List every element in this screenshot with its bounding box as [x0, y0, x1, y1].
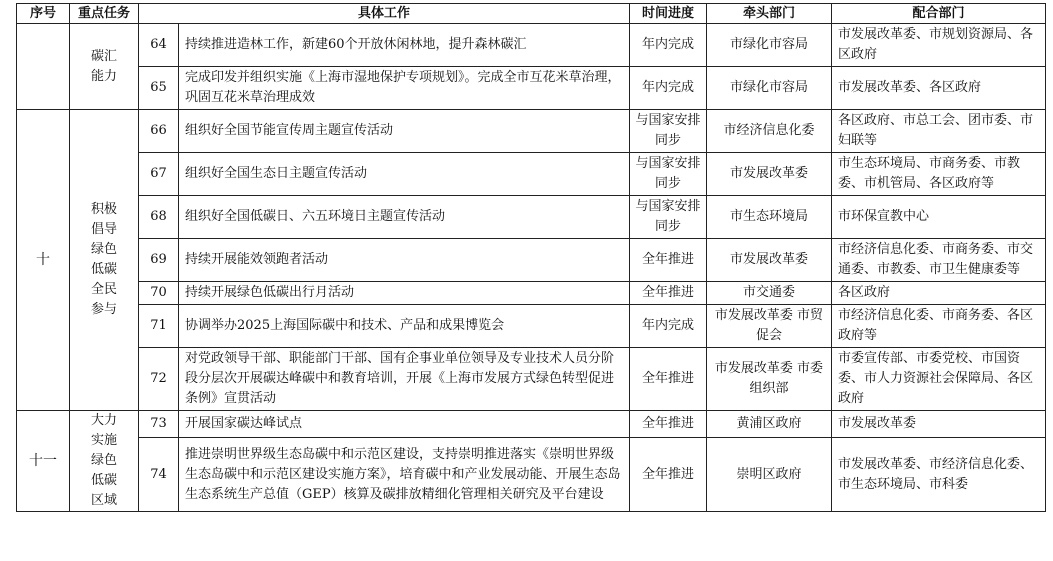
lead-cell: 市发展改革委: [707, 239, 832, 282]
coop-cell: 市委宣传部、市委党校、市国资委、市人力资源社会保障局、各区政府: [832, 348, 1046, 411]
task-label: 大力实施绿色低碳区域: [90, 413, 117, 508]
lead-cell: 黄浦区政府: [707, 411, 832, 438]
table-row: [17, 348, 1046, 411]
policy-table-wrapper: [16, 3, 1046, 512]
table-row: [17, 153, 1046, 196]
table-row: [17, 411, 1046, 438]
schedule-cell: 与国家安排同步: [630, 153, 707, 196]
item-number: 67: [139, 153, 179, 196]
schedule-cell: 全年推进: [630, 438, 707, 512]
lead-cell: 市经济信息化委: [707, 110, 832, 153]
table-row: [17, 196, 1046, 239]
schedule-cell: 全年推进: [630, 411, 707, 438]
header-task: 重点任务: [70, 4, 139, 24]
task-cell: [70, 110, 139, 411]
lead-cell: 市绿化市容局: [707, 24, 832, 67]
task-cell: [70, 411, 139, 512]
coop-cell: 市发展改革委: [832, 411, 1046, 438]
seq-cell: 十: [17, 110, 70, 411]
coop-cell: 市经济信息化委、市商务委、各区政府等: [832, 305, 1046, 348]
work-cell: 组织好全国节能宣传周主题宣传活动: [179, 110, 630, 153]
task-cell: [70, 24, 139, 110]
coop-cell: 市发展改革委、市经济信息化委、市生态环境局、市科委: [832, 438, 1046, 512]
lead-cell: 市生态环境局: [707, 196, 832, 239]
seq-cell: [17, 24, 70, 110]
table-row: [17, 110, 1046, 153]
item-number: 68: [139, 196, 179, 239]
task-label: 碳汇能力: [90, 48, 117, 84]
work-cell: 组织好全国低碳日、六五环境日主题宣传活动: [179, 196, 630, 239]
item-number: 65: [139, 67, 179, 110]
coop-cell: 各区政府: [832, 282, 1046, 305]
schedule-cell: 年内完成: [630, 67, 707, 110]
item-number: 64: [139, 24, 179, 67]
schedule-cell: 年内完成: [630, 24, 707, 67]
work-cell: 持续开展绿色低碳出行月活动: [179, 282, 630, 305]
table-row: [17, 438, 1046, 512]
lead-cell: 崇明区政府: [707, 438, 832, 512]
work-cell: 协调举办2025上海国际碳中和技术、产品和成果博览会: [179, 305, 630, 348]
lead-cell: 市发展改革委 市委组织部: [707, 348, 832, 411]
work-cell: 持续开展能效领跑者活动: [179, 239, 630, 282]
table-row: [17, 305, 1046, 348]
work-cell: 持续推进造林工作，新建60个开放休闲林地，提升森林碳汇: [179, 24, 630, 67]
header-row: [17, 4, 1046, 24]
table-row: [17, 24, 1046, 67]
table-row: [17, 239, 1046, 282]
item-number: 71: [139, 305, 179, 348]
schedule-cell: 与国家安排同步: [630, 196, 707, 239]
work-cell: 对党政领导干部、职能部门干部、国有企事业单位领导及专业技术人员分阶段分层次开展碳达峰碳中和教育培训，开展《上海市发展方式绿色转型促进条例》宣贯活动: [179, 348, 630, 411]
coop-cell: 市发展改革委、各区政府: [832, 67, 1046, 110]
item-number: 69: [139, 239, 179, 282]
item-number: 73: [139, 411, 179, 438]
lead-cell: 市交通委: [707, 282, 832, 305]
lead-cell: 市绿化市容局: [707, 67, 832, 110]
coop-cell: 市环保宣教中心: [832, 196, 1046, 239]
header-work: 具体工作: [139, 4, 630, 24]
table-row: [17, 67, 1046, 110]
lead-cell: 市发展改革委: [707, 153, 832, 196]
work-cell: 组织好全国生态日主题宣传活动: [179, 153, 630, 196]
header-lead: 牵头部门: [707, 4, 832, 24]
header-seq: 序号: [17, 4, 70, 24]
coop-cell: 市经济信息化委、市商务委、市交通委、市教委、市卫生健康委等: [832, 239, 1046, 282]
work-cell: 完成印发并组织实施《上海市湿地保护专项规划》。完成全市互花米草治理，巩固互花米草治理成效: [179, 67, 630, 110]
header-schedule: 时间进度: [630, 4, 707, 24]
item-number: 66: [139, 110, 179, 153]
work-plan-table: [16, 3, 1046, 512]
task-label: 积极倡导绿色低碳全民参与: [90, 202, 117, 317]
schedule-cell: 年内完成: [630, 305, 707, 348]
schedule-cell: 全年推进: [630, 282, 707, 305]
coop-cell: 各区政府、市总工会、团市委、市妇联等: [832, 110, 1046, 153]
work-cell: 开展国家碳达峰试点: [179, 411, 630, 438]
lead-cell: 市发展改革委 市贸促会: [707, 305, 832, 348]
schedule-cell: 全年推进: [630, 239, 707, 282]
header-coop: 配合部门: [832, 4, 1046, 24]
item-number: 74: [139, 438, 179, 512]
schedule-cell: 与国家安排同步: [630, 110, 707, 153]
table-row: [17, 282, 1046, 305]
schedule-cell: 全年推进: [630, 348, 707, 411]
item-number: 70: [139, 282, 179, 305]
item-number: 72: [139, 348, 179, 411]
coop-cell: 市生态环境局、市商务委、市教委、市机管局、各区政府等: [832, 153, 1046, 196]
coop-cell: 市发展改革委、市规划资源局、各区政府: [832, 24, 1046, 67]
work-cell: 推进崇明世界级生态岛碳中和示范区建设，支持崇明推进落实《崇明世界级生态岛碳中和示范区建设实施方案》，培育碳中和产业发展动能、开展生态岛生态系统生产总值（GEP）核算及碳排放精细化管理相关研究及平台建设: [179, 438, 630, 512]
seq-cell: 十一: [17, 411, 70, 512]
